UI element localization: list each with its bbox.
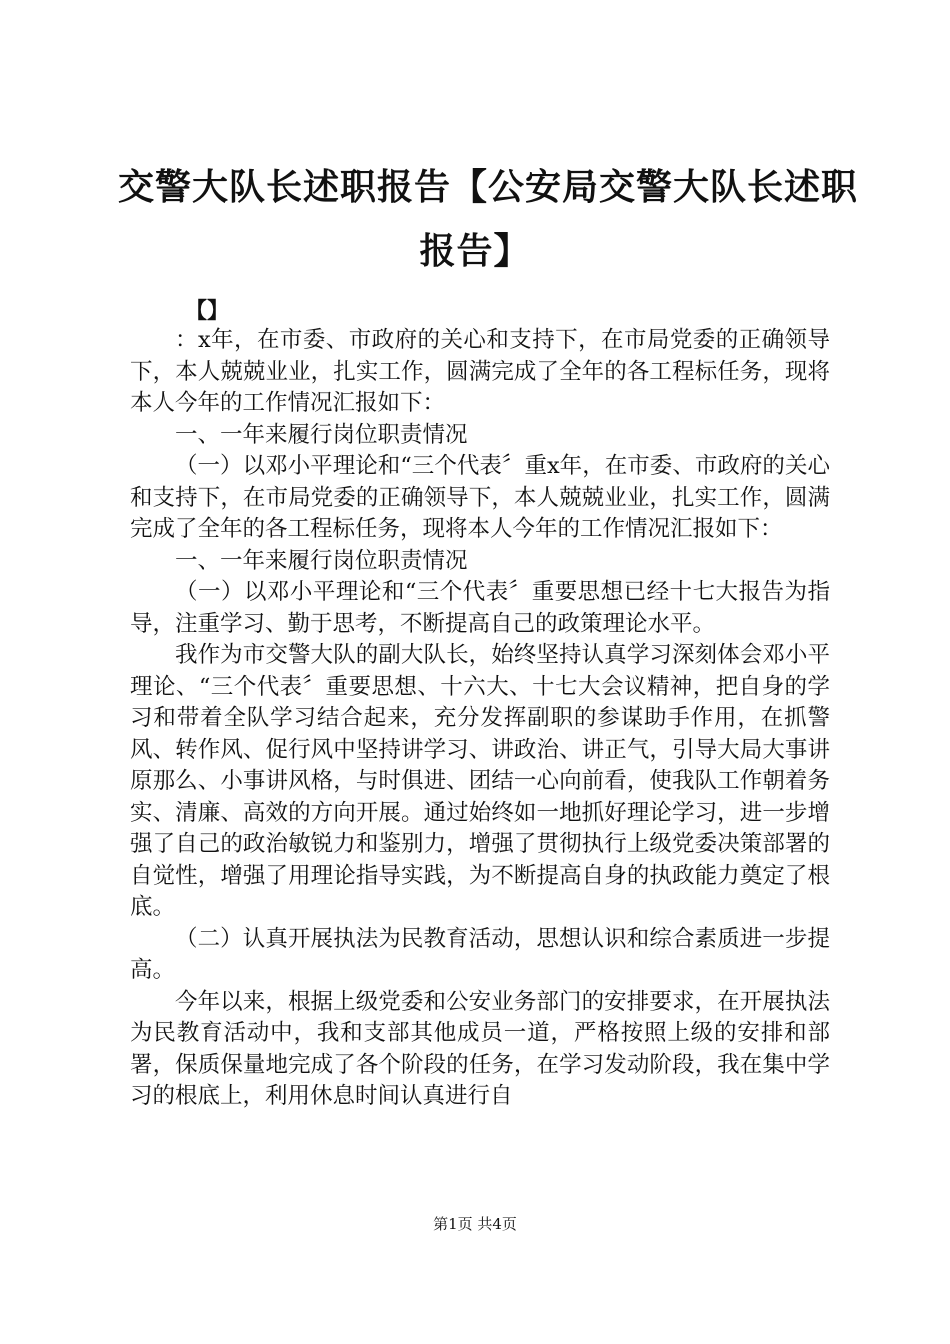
paragraph-section-heading: 一、一年来履行岗位职责情况 bbox=[175, 421, 468, 448]
paragraph-subsection: （二）认真开展执法为民教育活动，思想认识和综合素质进一步提高。 bbox=[130, 925, 830, 983]
document-body bbox=[130, 325, 830, 1113]
title-line-2: 报告】 bbox=[419, 231, 531, 272]
paragraph-intro: ：x年，在市委、市政府的关心和支持下，在市局党委的正确领导下，本人兢兢业业，扎实工作，圆满完成了全年的各工程标任务，现将本人今年的工作情况汇报如下： bbox=[130, 327, 830, 416]
page-title bbox=[118, 156, 859, 284]
paragraph-subsection: （一）以邓小平理论和“三个代表〞重x年，在市委、市政府的关心和支持下，在市局党委的正确领导下，本人兢兢业业，扎实工作，圆满完成了全年的各工程标任务，现将本人今年的工作情况汇报如下： bbox=[130, 453, 830, 542]
bracket-heading: 【】 bbox=[185, 299, 230, 324]
page-footer: 第1页 共4页 bbox=[433, 1215, 517, 1233]
title-line-1: 交警大队长述职报告【公安局交警大队长述职 bbox=[118, 167, 859, 208]
paragraph-body: 今年以来，根据上级党委和公安业务部门的安排要求，在开展执法为民教育活动中，我和支部其他成员一道，严格按照上级的安排和部署，保质保量地完成了各个阶段的任务，在学习发动阶段，我在集中学习的根底上，利用休息时间认真进行自 bbox=[130, 988, 830, 1109]
paragraph-body: 我作为市交警大队的副大队长，始终坚持认真学习深刻体会邓小平理论、“三个代表〞重要思想、十六大、十七大会议精神，把自身的学习和带着全队学习结合起来，充分发挥副职的参谋助手作用，在抓警风、转作风、促行风中坚持讲学习、讲政治、讲正气，引导大局大事讲原那么、小事讲风格，与时俱进、团结一心向前看，使我队工作朝着务实、清廉、高效的方向开展。通过始终如一地抓好理论学习，进一步增强了自己的政治敏锐力和鉴别力，增强了贯彻执行上级党委决策部署的自觉性，增强了用理论指导实践，为不断提高自身的执政能力奠定了根底。 bbox=[130, 642, 830, 920]
paragraph-subsection: （一）以邓小平理论和“三个代表〞重要思想已经十七大报告为指导，注重学习、勤于思考，不断提高自己的政策理论水平。 bbox=[130, 579, 830, 637]
paragraph-section-heading: 一、一年来履行岗位职责情况 bbox=[175, 547, 468, 574]
